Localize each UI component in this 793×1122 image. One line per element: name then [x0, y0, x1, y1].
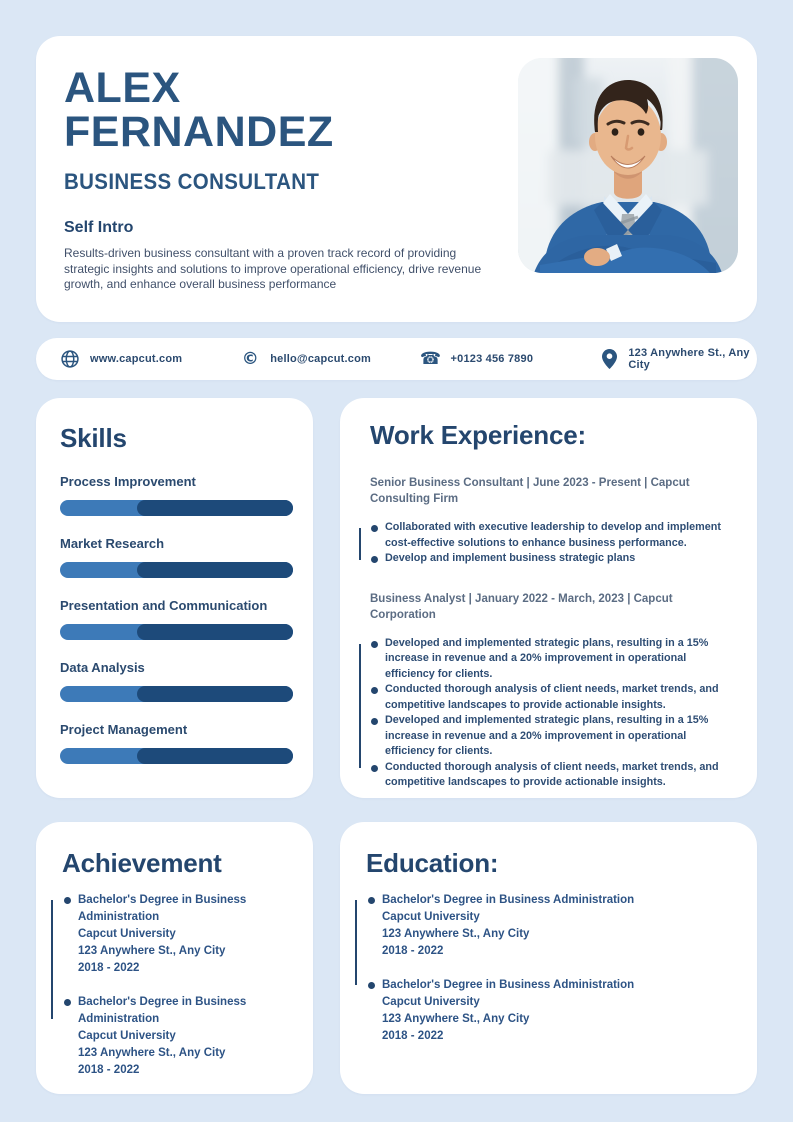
achievement-entry: [78, 892, 293, 977]
job-bullet-list: [370, 520, 735, 567]
contact-address-text: 123 Anywhere St., Any City: [628, 347, 750, 371]
skill-label: Market Research: [60, 536, 165, 551]
header-card: [36, 36, 757, 322]
location-icon: [601, 349, 619, 369]
person-role: BUSINESS CONSULTANT: [64, 169, 320, 194]
skill-bar-track: [60, 748, 293, 764]
skill-item: [60, 536, 293, 578]
phone-icon: ☎: [419, 348, 442, 369]
years-line: 2018 - 2022: [78, 1064, 140, 1076]
skill-bar-track: [60, 686, 293, 702]
self-intro-text: Results-driven business consultant with a proven track record of providing strategic insights and solutions to improve operational efficiency, drive revenue growth, and enhance overall business performance: [64, 246, 482, 291]
years-line: 2018 - 2022: [78, 962, 140, 974]
contact-item-website[interactable]: [36, 349, 216, 369]
skills-card: [36, 398, 313, 798]
skill-label: Presentation and Communication: [60, 598, 268, 613]
skill-bar-fill: [137, 500, 293, 516]
bullet-item: Collaborated with executive leadership to develop and implement cost-effective solutions to enhance business performance.: [385, 520, 735, 551]
school-line: Capcut University: [78, 1030, 176, 1042]
skill-bar-fill: [137, 562, 293, 578]
skill-label: Data Analysis: [60, 660, 145, 675]
years-line: 2018 - 2022: [382, 1030, 444, 1042]
work-experience-heading: Work Experience:: [370, 420, 586, 450]
job-title: Senior Business Consultant | June 2023 - Present | Capcut Consulting Firm: [370, 477, 690, 505]
skill-item: [60, 598, 293, 640]
degree-line: Bachelor's Degree in Business Administration: [78, 894, 247, 923]
self-intro-heading: Self Intro: [64, 219, 134, 236]
skills-heading: Skills: [60, 423, 127, 453]
education-entries: [366, 892, 737, 1045]
profile-photo-illustration: [518, 58, 738, 273]
education-entry: [382, 977, 737, 1045]
bullet-item: Conducted thorough analysis of client needs, market trends, and competitive landscapes to provide actionable insights.: [385, 682, 735, 713]
contact-item-address[interactable]: [577, 347, 757, 371]
skill-label: Project Management: [60, 722, 188, 737]
person-last-name: FERNANDEZ: [64, 108, 334, 156]
work-experience-card: [340, 398, 757, 798]
school-line: Capcut University: [382, 996, 480, 1008]
years-line: 2018 - 2022: [382, 945, 444, 957]
contact-website-text: www.capcut.com: [90, 353, 183, 365]
bullet-item: Developed and implemented strategic plans, resulting in a 15% increase in revenue and a 20% improvement in operational efficiency for clients.: [385, 636, 735, 683]
skill-bar-fill: [137, 624, 293, 640]
degree-line: Bachelor's Degree in Business Administration: [382, 894, 635, 906]
achievement-card: [36, 822, 313, 1094]
skill-bar-fill: [137, 748, 293, 764]
education-entry: [382, 892, 737, 960]
skill-bar-track: [60, 624, 293, 640]
globe-icon: [60, 349, 80, 369]
email-icon: ©: [241, 348, 259, 369]
school-line: Capcut University: [382, 911, 480, 923]
address-line: 123 Anywhere St., Any City: [78, 1047, 226, 1059]
skill-item: [60, 722, 293, 764]
degree-line: Bachelor's Degree in Business Administration: [382, 979, 635, 991]
achievement-entry: [78, 994, 293, 1079]
job-title: Business Analyst | January 2022 - March, 2023 | Capcut Corporation: [370, 592, 673, 621]
degree-line: Bachelor's Degree in Business Administration: [78, 996, 247, 1025]
achievement-entries: [62, 892, 293, 1079]
skill-item: [60, 474, 293, 516]
bullet-item: Develop and implement business strategic plans: [385, 551, 735, 567]
skill-label: Process Improvement: [60, 474, 196, 489]
skill-bar-fill: [137, 686, 293, 702]
address-line: 123 Anywhere St., Any City: [382, 1013, 530, 1025]
skill-item: [60, 660, 293, 702]
skill-bar-track: [60, 500, 293, 516]
contact-phone-text: +0123 456 7890: [450, 353, 534, 365]
bullet-item: Conducted thorough analysis of client needs, market trends, and competitive landscapes to provide actionable insights.: [385, 760, 735, 791]
profile-photo: [518, 58, 738, 273]
skill-bar-track: [60, 562, 293, 578]
achievement-heading: Achievement: [62, 848, 222, 878]
job-entry: [370, 475, 735, 567]
address-line: 123 Anywhere St., Any City: [78, 945, 226, 957]
job-entry: [370, 591, 735, 791]
address-line: 123 Anywhere St., Any City: [382, 928, 530, 940]
education-card: [340, 822, 757, 1094]
contact-item-phone[interactable]: [397, 349, 577, 369]
school-line: Capcut University: [78, 928, 176, 940]
contact-item-email[interactable]: [216, 349, 396, 369]
contact-email-text: hello@capcut.com: [270, 353, 371, 365]
job-bullet-list: [370, 636, 735, 791]
bullet-item: Developed and implemented strategic plans, resulting in a 15% increase in revenue and a 20% improvement in operational efficiency for clients.: [385, 713, 735, 760]
person-first-name: ALEX: [64, 64, 181, 112]
education-heading: Education:: [366, 848, 499, 878]
contact-bar: [36, 338, 757, 380]
